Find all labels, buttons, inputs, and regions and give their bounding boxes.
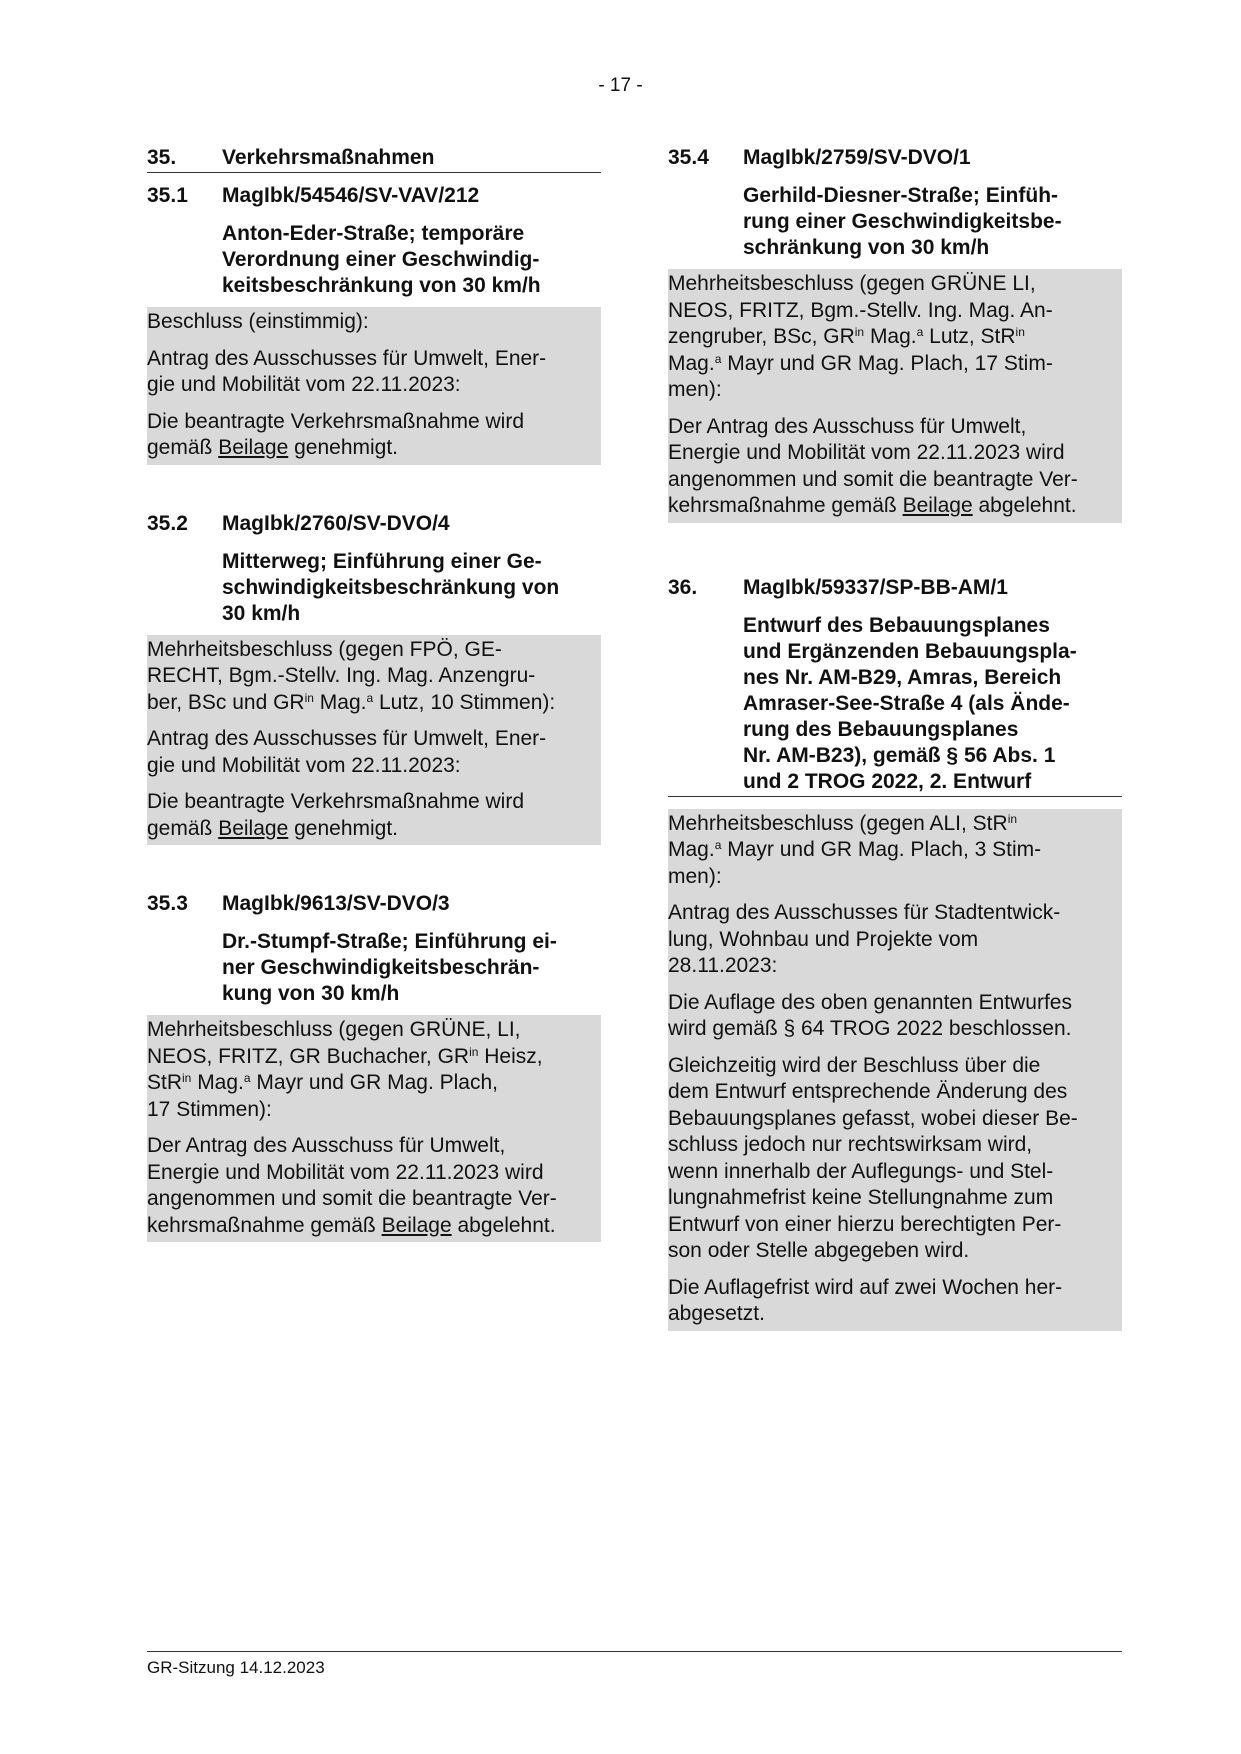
decision-text: Mehrheitsbeschluss (gegen FPÖ, GE- RECHT, Bgm.-Stellv. Ing. Mag. Anzengru- ber, BSc und $GR^{in}$ Mag.$^a$ Lutz, 10 Stimmen): bbox=[147, 637, 556, 714]
subject-line: Entwurf des Bebauungsplanes bbox=[743, 613, 1050, 637]
section-title: Verkehrsmaßnahmen bbox=[222, 146, 435, 169]
deadline-text: Die Auflagefrist wird auf zwei Wochen her- abgesetzt. bbox=[668, 1275, 1063, 1325]
item-number: 35.4 bbox=[668, 146, 709, 169]
item-subject bbox=[222, 929, 601, 1007]
subject-line: Amraser-See-Straße 4 (als Ände- bbox=[743, 691, 1070, 715]
subject-line: Gerhild-Diesner-Straße; Einfüh- bbox=[743, 184, 1059, 207]
decision-text: Mehrheitsbeschluss (gegen GRÜNE, LI, NEOS, FRITZ, GR Buchacher, $GR^{in}$ Heisz, StR$^{in}$ Mag.$^a$ Mayr und GR Mag. Plach, 17 Stimmen): bbox=[147, 1018, 543, 1121]
subject-line: nes Nr. AM-B29, Amras, Bereich bbox=[743, 665, 1062, 689]
item-header bbox=[147, 511, 601, 537]
item-35-3 bbox=[147, 891, 601, 1242]
subject-line: Dr.-Stumpf-Straße; Einführung ei- bbox=[222, 930, 557, 953]
item-35-1 bbox=[147, 183, 601, 465]
item-code: MagIbk/9613/SV-DVO/3 bbox=[222, 892, 450, 915]
item-subject bbox=[743, 183, 1122, 261]
item-header bbox=[668, 145, 1122, 171]
subject-line: und Ergänzenden Bebauungspla- bbox=[743, 639, 1077, 663]
decision-box bbox=[668, 809, 1122, 1331]
result-text: Die beantragte Verkehrsmaßnahme wird gemäß Beilage genehmigt. bbox=[147, 409, 525, 459]
motion-text: Antrag des Ausschusses für Stadtentwick- lung, Wohnbau und Projekte vom 28.11.2023: bbox=[668, 901, 1061, 977]
subject-line: keitsbeschränkung von 30 km/h bbox=[222, 274, 541, 297]
item-subject bbox=[222, 549, 601, 627]
item-code: MagIbk/2759/SV-DVO/1 bbox=[743, 146, 971, 169]
item-code: MagIbk/54546/SV-VAV/212 bbox=[222, 184, 480, 207]
beilage-link[interactable]: Beilage bbox=[218, 816, 289, 840]
item-number: 35.2 bbox=[147, 511, 188, 535]
section-35-header bbox=[147, 145, 601, 173]
page-footer: GR-Sitzung 14.12.2023 bbox=[147, 1651, 1122, 1678]
result-text: Die beantragte Verkehrsmaßnahme wird gemäß Beilage genehmigt. bbox=[147, 790, 525, 840]
right-column bbox=[668, 145, 1122, 1331]
item-35-4 bbox=[668, 145, 1122, 523]
result-text: Der Antrag des Ausschuss für Umwelt, Energie und Mobilität vom 22.11.2023 wird angenommen und somit die beantragte Ver- kehrsmaßnahme gemäß Beilage abgelehnt. bbox=[147, 1134, 557, 1237]
section-number: 35. bbox=[147, 146, 177, 169]
decision-box bbox=[668, 269, 1122, 523]
note-text: Gleichzeitig wird der Beschluss über die dem Entwurf entsprechende Änderung des Bebauungsplanes gefasst, wobei dieser Be- schluss jedoch nur rechtswirksam wird, wenn innerhalb der Auflegungs- und Stel- lungnahmefrist keine Stellungnahme zum Entwurf von einer hierzu berechtigten Per- son oder Stelle abgegeben wird. bbox=[668, 1053, 1078, 1262]
decision-box bbox=[147, 307, 601, 465]
item-subject bbox=[222, 221, 601, 299]
item-header bbox=[668, 575, 1122, 601]
subject-line: schwindigkeitsbeschränkung von bbox=[222, 575, 560, 599]
subject-line: ner Geschwindigkeitsbeschrän- bbox=[222, 956, 540, 979]
motion-text: Antrag des Ausschusses für Umwelt, Ener- gie und Mobilität vom 22.11.2023: bbox=[147, 727, 547, 777]
subject-line: kung von 30 km/h bbox=[222, 982, 400, 1005]
decision-text: Beschluss (einstimmig): bbox=[147, 310, 369, 333]
result-text: Die Auflage des oben genannten Entwurfes wird gemäß § 64 TROG 2022 beschlossen. bbox=[668, 990, 1072, 1040]
page-number: - 17 - bbox=[598, 75, 643, 96]
item-code: MagIbk/59337/SP-BB-AM/1 bbox=[743, 575, 1008, 599]
subject-line: 30 km/h bbox=[222, 601, 301, 625]
decision-box bbox=[147, 635, 601, 846]
decision-text: Mehrheitsbeschluss (gegen ALI, StR$^{in}$ Mag.$^a$ Mayr und GR Mag. Plach, 3 Stim- men): bbox=[668, 811, 1042, 888]
item-header bbox=[147, 183, 601, 209]
item-number: 35.3 bbox=[147, 892, 188, 915]
motion-text: Antrag des Ausschusses für Umwelt, Ener- gie und Mobilität vom 22.11.2023: bbox=[147, 346, 547, 396]
item-number: 35.1 bbox=[147, 184, 188, 207]
subject-line: und 2 TROG 2022, 2. Entwurf bbox=[743, 769, 1032, 793]
subject-line: Nr. AM-B23), gemäß § 56 Abs. 1 bbox=[743, 743, 1056, 767]
beilage-link[interactable]: Beilage bbox=[902, 494, 973, 517]
beilage-link[interactable]: Beilage bbox=[381, 1213, 452, 1237]
subject-line: Mitterweg; Einführung einer Ge- bbox=[222, 549, 542, 573]
left-column bbox=[147, 145, 601, 1242]
beilage-link[interactable]: Beilage bbox=[218, 436, 289, 459]
subject-line: schränkung von 30 km/h bbox=[743, 236, 990, 259]
item-number: 36. bbox=[668, 575, 698, 599]
item-subject bbox=[668, 613, 1122, 797]
subject-line: Anton-Eder-Straße; temporäre bbox=[222, 222, 525, 245]
decision-box bbox=[147, 1015, 601, 1242]
subject-line: Verordnung einer Geschwindig- bbox=[222, 248, 540, 271]
item-header bbox=[147, 891, 601, 917]
item-35-2 bbox=[147, 511, 601, 846]
item-36 bbox=[668, 575, 1122, 1331]
item-code: MagIbk/2760/SV-DVO/4 bbox=[222, 511, 450, 535]
subject-line: rung des Bebauungsplanes bbox=[743, 717, 1019, 741]
decision-text: Mehrheitsbeschluss (gegen GRÜNE LI, NEOS, FRITZ, Bgm.-Stellv. Ing. Mag. An- zengruber, BSc, $GR^{in}$ Mag.$^a$ Lutz, StR$^{in}$ Mag.$^a$ Mayr und GR Mag. Plach, 17 Stim- men): bbox=[668, 272, 1053, 401]
result-text: Der Antrag des Ausschuss für Umwelt, Energie und Mobilität vom 22.11.2023 wird angenommen und somit die beantragte Ver- kehrsmaßnahme gemäß Beilage abgelehnt. bbox=[668, 414, 1078, 517]
subject-line: rung einer Geschwindigkeitsbe- bbox=[743, 210, 1062, 233]
